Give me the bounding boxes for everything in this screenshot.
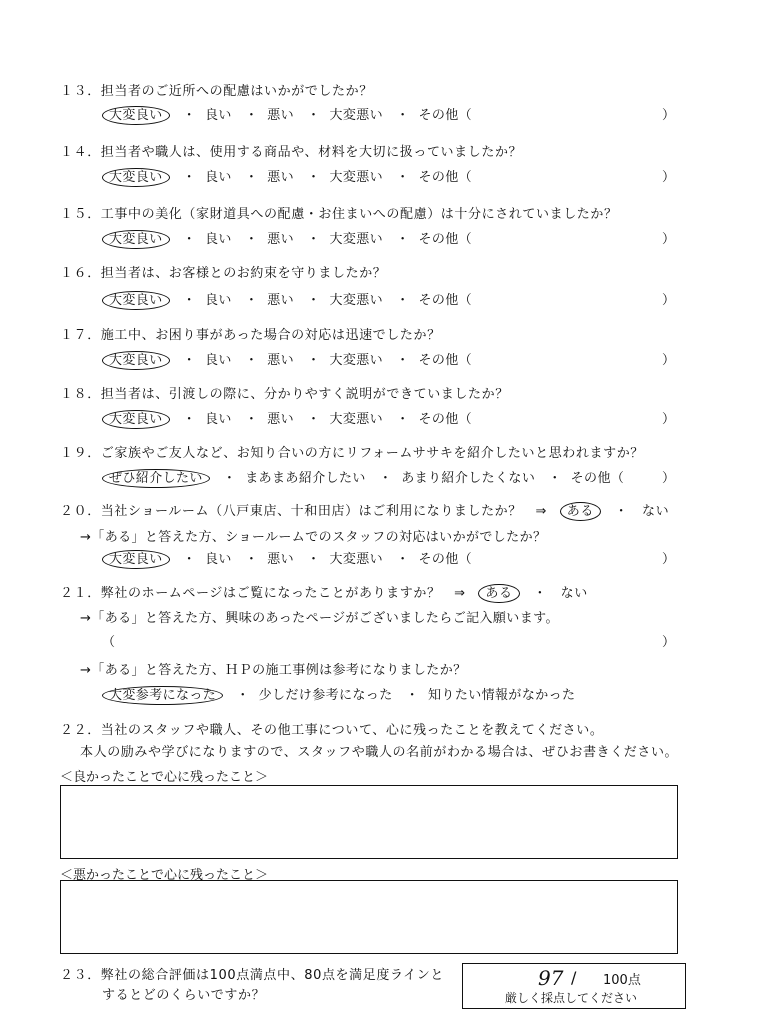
score-box[interactable] [462,963,686,1009]
option[interactable]: 大変悪い [329,412,384,427]
option-separator: ・ [244,170,259,185]
score-note: 厳しく採点してください [505,991,638,1005]
question-22: ２２．当社のスタッフや職人、その他工事について、心に残ったことを教えてください。 [60,723,604,738]
close-paren: ） [662,232,676,247]
option[interactable]: 大変悪い [329,552,384,567]
question-23: ２３．弊社の総合評価は100点満点中、80点を満足度ラインと [60,968,444,983]
option[interactable]: 大変悪い [329,353,384,368]
option-separator: ・ [396,170,410,185]
option[interactable]: まあまあ紹介したい [245,471,366,486]
bad-memory-textbox[interactable] [60,880,678,954]
option-selected-circled[interactable]: 大変良い [102,291,170,310]
answer-no: ない [560,586,588,601]
option-separator: ・ [307,353,321,368]
option[interactable]: 悪い [267,232,295,247]
option-separator: ・ [244,232,259,247]
option[interactable]: その他（ [418,293,473,308]
options-20 [102,548,668,567]
option-separator: ・ [244,552,259,567]
option[interactable]: 良い [205,353,232,368]
option-selected-circled[interactable]: 大変良い [102,106,170,125]
option-separator: ・ [378,471,393,486]
option-separator: ・ [307,412,321,427]
close-paren: ） [662,353,676,368]
handwritten-score: 97 [538,966,564,990]
option[interactable]: その他（ [418,170,473,185]
answer-yes-circled: ある [560,502,601,521]
option[interactable]: 少しだけ参考になった [258,688,393,703]
question-14: １４．担当者や職人は、使用する商品や、材料を大切に扱っていましたか？ [60,145,523,160]
question-20: ２０．当社ショールーム（八戸東店、十和田店）はご利用になりましたか？ ⇒ ある ・ ない [60,504,670,519]
option[interactable]: 大変悪い [329,108,384,123]
question-21-sub1: →「ある」と答えた方、興味のあったページがございましたらご記入願います。 [80,611,559,626]
close-paren: ） [662,170,676,185]
close-paren: ） [662,293,676,308]
options-14 [102,166,668,185]
option[interactable]: その他（ [570,471,625,486]
question-23-line2: するとどのくらいですか？ [102,988,266,1003]
option-separator: ・ [307,108,321,123]
question-16: １６．担当者は、お客様とのお約束を守りましたか？ [60,266,387,281]
option-separator: ・ [182,108,197,123]
close-paren: ） [662,635,676,650]
good-memory-textbox[interactable] [60,785,678,859]
question-19: １９．ご家族やご友人など、お知り合いの方にリフォームササキを紹介したいと思われますか？ [60,446,644,461]
option-separator: ・ [396,412,410,427]
option[interactable]: 良い [205,293,232,308]
options-13 [102,104,668,123]
question-15: １５．工事中の美化（家財道具への配慮・お住まいへの配慮）は十分にされていましたか？ [60,207,618,222]
option[interactable]: 大変悪い [329,232,384,247]
option[interactable]: その他（ [418,353,473,368]
option-separator: ・ [396,552,410,567]
bad-memory-label: ＜悪かったことで心に残ったこと＞ [60,868,269,883]
option[interactable]: その他（ [418,108,473,123]
option-separator: ・ [307,170,321,185]
option-separator: ・ [182,293,197,308]
close-paren: ） [662,552,676,567]
option[interactable]: 良い [205,552,232,567]
option-separator: ・ [236,688,250,703]
option-selected-circled[interactable]: 大変良い [102,410,170,429]
option-separator: ・ [182,412,197,427]
close-paren: ） [662,412,676,427]
question-21-sub2: →「ある」と答えた方、ＨＰの施工事例は参考になりましたか？ [80,663,467,678]
option[interactable]: 大変悪い [329,170,384,185]
option-selected-circled[interactable]: ぜひ紹介したい [102,469,210,488]
close-paren: ） [662,108,676,123]
option-separator: ・ [396,353,410,368]
option-separator: ・ [182,552,197,567]
question-20-sub: →「ある」と答えた方、ショールームでのスタッフの対応はいかがでしたか？ [80,530,547,545]
option[interactable]: 悪い [267,353,295,368]
options-16 [102,289,668,308]
option[interactable]: 悪い [267,170,295,185]
question-21: ２１．弊社のホームページはご覧になったことがありますか？ ⇒ ある ・ ない [60,586,588,601]
option-selected-circled[interactable]: 大変良い [102,550,170,569]
option[interactable]: あまり紹介したくない [401,471,536,486]
option[interactable]: 知りたい情報がなかった [428,688,576,703]
option-separator: ・ [548,471,562,486]
option-separator: ・ [396,293,410,308]
option[interactable]: その他（ [418,552,473,567]
option[interactable]: 良い [205,232,232,247]
options-17 [102,349,668,368]
option[interactable]: その他（ [418,232,473,247]
option-separator: ・ [182,353,197,368]
question-13: １３．担当者のご近所への配慮はいかがでしたか？ [60,84,373,99]
score-slash: / [571,968,577,987]
score-max: 100点 [603,973,641,988]
options-21 [102,684,668,703]
option-selected-circled[interactable]: 大変良い [102,168,170,187]
option-separator: ・ [396,108,410,123]
option[interactable]: 悪い [267,412,295,427]
option[interactable]: 悪い [267,108,295,123]
answer-yes-circled: ある [478,584,519,603]
option[interactable]: 良い [205,170,232,185]
option-separator: ・ [307,293,321,308]
options-15 [102,228,668,247]
option-separator: ・ [396,232,410,247]
option[interactable]: 悪い [267,552,295,567]
option-separator: ・ [244,293,259,308]
option-selected-circled[interactable]: 大変良い [102,351,170,370]
option-selected-circled[interactable]: 大変良い [102,230,170,249]
options-19 [102,467,668,486]
option-separator: ・ [307,232,321,247]
answer-no: ない [642,504,670,519]
option-selected-circled[interactable]: 大変参考になった [102,686,223,705]
close-paren: ） [662,471,676,486]
option-separator: ・ [222,471,237,486]
option-separator: ・ [182,170,197,185]
open-paren: （ [102,635,116,650]
option[interactable]: 良い [205,412,232,427]
good-memory-label: ＜良かったことで心に残ったこと＞ [60,770,269,785]
option-separator: ・ [307,552,321,567]
option[interactable]: 大変悪い [329,293,384,308]
option-separator: ・ [244,108,259,123]
option-separator: ・ [182,232,197,247]
option[interactable]: 良い [205,108,232,123]
option[interactable]: その他（ [418,412,473,427]
option[interactable]: 悪い [267,293,295,308]
option-separator: ・ [244,412,259,427]
question-22-line2: 本人の励みや学びになりますので、スタッフや職人の名前がわかる場合は、ぜひお書きください。 [80,745,679,760]
option-separator: ・ [405,688,420,703]
question-18: １８．担当者は、引渡しの際に、分かりやすく説明ができていましたか？ [60,387,509,402]
option-separator: ・ [244,353,259,368]
question-17: １７．施工中、お困り事があった場合の対応は迅速でしたか？ [60,328,441,343]
options-18 [102,408,668,427]
